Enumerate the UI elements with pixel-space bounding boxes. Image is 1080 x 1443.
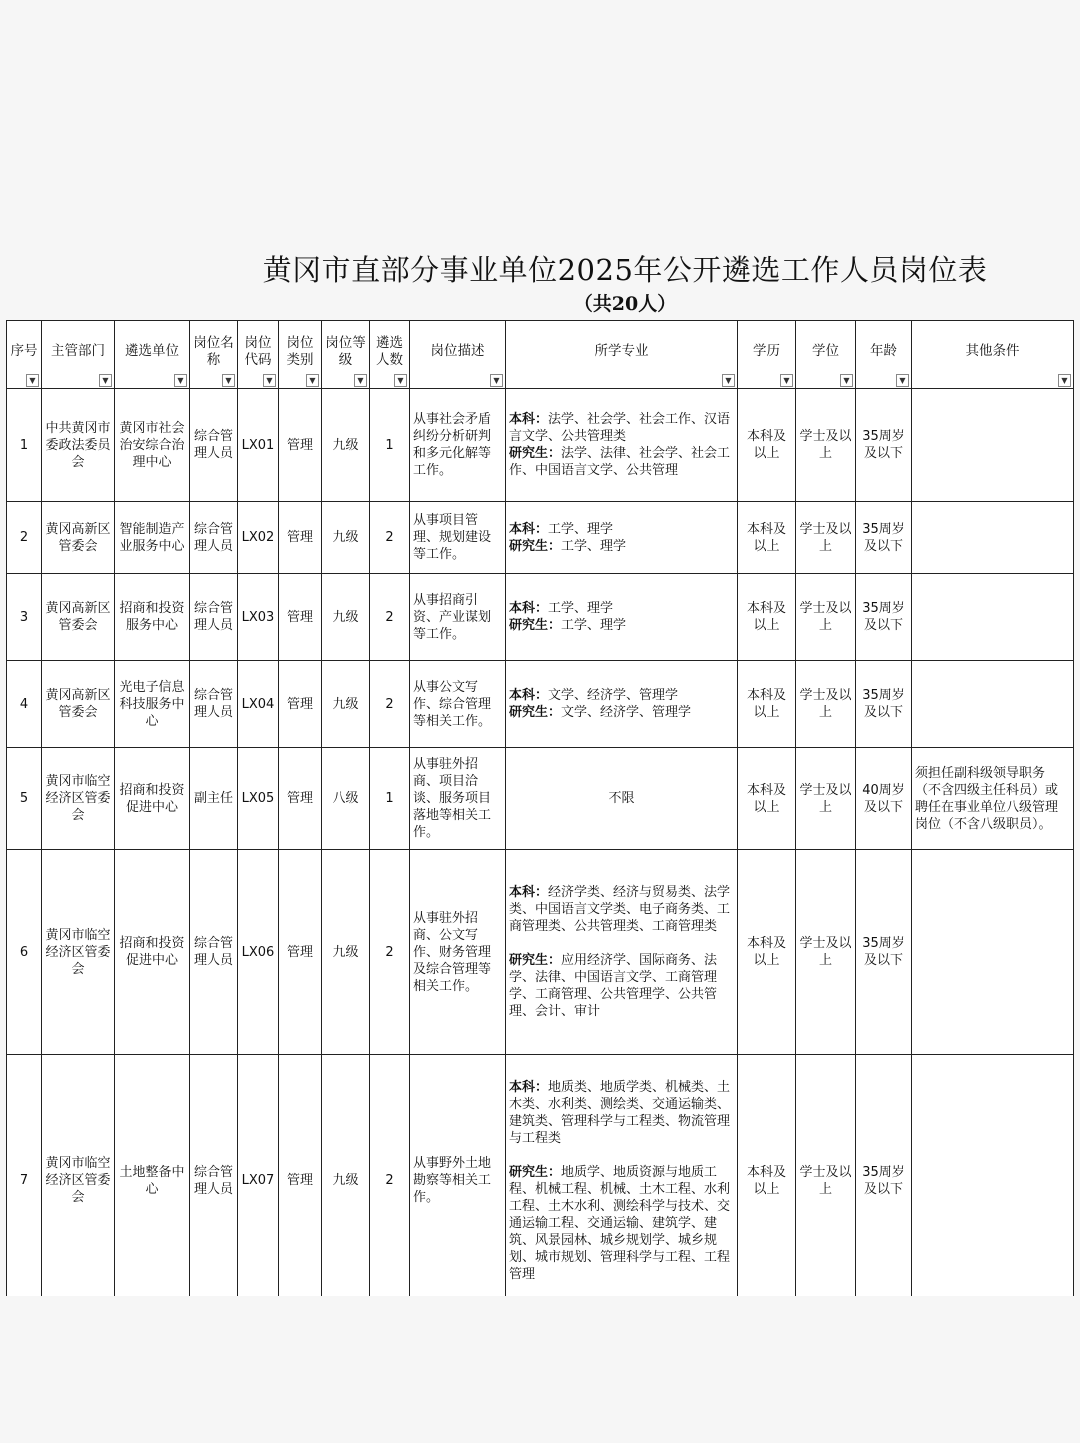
cell-edu: 本科及以上	[738, 850, 796, 1055]
header-level: 岗位等级 ▼	[322, 321, 370, 389]
filter-dropdown-icon[interactable]: ▼	[722, 374, 735, 387]
cell-count: 2	[370, 502, 410, 574]
cell-no: 6	[7, 850, 42, 1055]
header-post: 岗位名称 ▼	[190, 321, 238, 389]
cell-post: 综合管理人员	[190, 389, 238, 502]
cell-age: 35周岁及以下	[856, 661, 912, 748]
cell-count: 2	[370, 574, 410, 661]
filter-dropdown-icon[interactable]: ▼	[99, 374, 112, 387]
cell-desc: 从事社会矛盾纠纷分析研判和多元化解等工作。	[410, 389, 506, 502]
cell-edu: 本科及以上	[738, 502, 796, 574]
cell-dept: 黄冈市临空经济区管委会	[42, 748, 115, 850]
cell-no: 5	[7, 748, 42, 850]
cell-other	[912, 1055, 1074, 1307]
cell-other	[912, 502, 1074, 574]
cell-count: 2	[370, 1055, 410, 1307]
cell-degree: 学士及以上	[796, 574, 856, 661]
cell-code: LX06	[238, 850, 279, 1055]
cell-count: 2	[370, 661, 410, 748]
cell-no: 1	[7, 389, 42, 502]
cell-desc: 从事野外土地勘察等相关工作。	[410, 1055, 506, 1307]
header-no: 序号 ▼	[7, 321, 42, 389]
cell-post: 综合管理人员	[190, 850, 238, 1055]
cell-level: 九级	[322, 661, 370, 748]
cell-post: 综合管理人员	[190, 661, 238, 748]
cell-major: 本科：地质类、地质学类、机械类、土木类、水利类、测绘类、交通运输类、建筑类、管理科学与工程类、物流管理与工程类 研究生：地质学、地质资源与地质工程、机械工程、机械、土木工程、水利工程、土木水利、测绘科学与技术、交通运输工程、交通运输、建筑学、建筑、风景园林、城乡规划学、城乡规划、城市规划、管理科学与工程、工程管理	[506, 1055, 738, 1307]
cell-post: 综合管理人员	[190, 502, 238, 574]
cell-level: 八级	[322, 748, 370, 850]
cell-other	[912, 574, 1074, 661]
cell-unit: 招商和投资促进中心	[115, 748, 190, 850]
cell-count: 1	[370, 748, 410, 850]
cell-unit: 智能制造产业服务中心	[115, 502, 190, 574]
page-subtitle: （共20人）	[573, 293, 677, 315]
cell-dept: 黄冈市临空经济区管委会	[42, 1055, 115, 1307]
cell-age: 35周岁及以下	[856, 1055, 912, 1307]
table-row	[7, 748, 1074, 850]
cell-code: LX04	[238, 661, 279, 748]
cell-unit: 土地整备中心	[115, 1055, 190, 1307]
cell-age: 35周岁及以下	[856, 574, 912, 661]
header-code: 岗位代码 ▼	[238, 321, 279, 389]
header-count: 遴选人数 ▼	[370, 321, 410, 389]
header-degree: 学位 ▼	[796, 321, 856, 389]
cell-category: 管理	[279, 1055, 322, 1307]
cell-degree: 学士及以上	[796, 502, 856, 574]
cell-count: 1	[370, 389, 410, 502]
header-major: 所学专业 ▼	[506, 321, 738, 389]
filter-dropdown-icon[interactable]: ▼	[263, 374, 276, 387]
filter-dropdown-icon[interactable]: ▼	[174, 374, 187, 387]
table-row	[7, 661, 1074, 748]
cell-age: 40周岁及以下	[856, 748, 912, 850]
cell-other	[912, 661, 1074, 748]
filter-dropdown-icon[interactable]: ▼	[780, 374, 793, 387]
filter-dropdown-icon[interactable]: ▼	[840, 374, 853, 387]
cell-category: 管理	[279, 661, 322, 748]
header-age: 年龄 ▼	[856, 321, 912, 389]
positions-table	[6, 320, 1074, 1307]
cell-count: 2	[370, 850, 410, 1055]
cell-category: 管理	[279, 850, 322, 1055]
header-unit: 遴选单位 ▼	[115, 321, 190, 389]
cell-major: 本科：经济学类、经济与贸易类、法学类、中国语言文学类、电子商务类、工商管理类、公共管理类、工商管理类 研究生：应用经济学、国际商务、法学、法律、中国语言文学、工商管理学、工商管理、公共管理学、公共管理、会计、审计	[506, 850, 738, 1055]
cell-dept: 黄冈高新区管委会	[42, 502, 115, 574]
cell-edu: 本科及以上	[738, 661, 796, 748]
cell-no: 2	[7, 502, 42, 574]
cell-code: LX02	[238, 502, 279, 574]
cell-post: 副主任	[190, 748, 238, 850]
cell-dept: 黄冈市临空经济区管委会	[42, 850, 115, 1055]
cell-dept: 黄冈高新区管委会	[42, 661, 115, 748]
table-row	[7, 850, 1074, 1055]
filter-dropdown-icon[interactable]: ▼	[896, 374, 909, 387]
cell-edu: 本科及以上	[738, 389, 796, 502]
cell-desc: 从事驻外招商、公文写作、财务管理及综合管理等相关工作。	[410, 850, 506, 1055]
cell-code: LX03	[238, 574, 279, 661]
cell-post: 综合管理人员	[190, 1055, 238, 1307]
cell-category: 管理	[279, 574, 322, 661]
cell-other	[912, 850, 1074, 1055]
cell-category: 管理	[279, 502, 322, 574]
table-header-row	[7, 321, 1074, 389]
cell-age: 35周岁及以下	[856, 502, 912, 574]
cell-desc: 从事项目管理、规划建设等工作。	[410, 502, 506, 574]
cell-edu: 本科及以上	[738, 748, 796, 850]
table-row	[7, 1055, 1074, 1307]
filter-dropdown-icon[interactable]: ▼	[490, 374, 503, 387]
cell-unit: 黄冈市社会治安综合治理中心	[115, 389, 190, 502]
table-row	[7, 574, 1074, 661]
cell-dept: 黄冈高新区管委会	[42, 574, 115, 661]
filter-dropdown-icon[interactable]: ▼	[1058, 374, 1071, 387]
cell-major: 本科：文学、经济学、管理学 研究生：文学、经济学、管理学	[506, 661, 738, 748]
header-edu: 学历 ▼	[738, 321, 796, 389]
page-bottom-margin	[0, 1296, 1080, 1443]
cell-edu: 本科及以上	[738, 1055, 796, 1307]
filter-dropdown-icon[interactable]: ▼	[354, 374, 367, 387]
cell-level: 九级	[322, 389, 370, 502]
cell-unit: 招商和投资促进中心	[115, 850, 190, 1055]
cell-degree: 学士及以上	[796, 389, 856, 502]
cell-major: 本科：法学、社会学、社会工作、汉语言文学、公共管理类 研究生：法学、法律、社会学、社会工作、中国语言文学、公共管理	[506, 389, 738, 502]
cell-degree: 学士及以上	[796, 1055, 856, 1307]
cell-age: 35周岁及以下	[856, 389, 912, 502]
cell-major: 本科：工学、理学 研究生：工学、理学	[506, 574, 738, 661]
filter-dropdown-icon[interactable]: ▼	[222, 374, 235, 387]
cell-age: 35周岁及以下	[856, 850, 912, 1055]
cell-desc: 从事招商引资、产业谋划等工作。	[410, 574, 506, 661]
cell-post: 综合管理人员	[190, 574, 238, 661]
cell-level: 九级	[322, 574, 370, 661]
cell-no: 3	[7, 574, 42, 661]
cell-level: 九级	[322, 1055, 370, 1307]
header-other: 其他条件 ▼	[912, 321, 1074, 389]
cell-category: 管理	[279, 389, 322, 502]
cell-level: 九级	[322, 850, 370, 1055]
cell-major: 本科：工学、理学 研究生：工学、理学	[506, 502, 738, 574]
cell-code: LX05	[238, 748, 279, 850]
header-category: 岗位类别 ▼	[279, 321, 322, 389]
filter-dropdown-icon[interactable]: ▼	[26, 374, 39, 387]
filter-dropdown-icon[interactable]: ▼	[394, 374, 407, 387]
cell-code: LX07	[238, 1055, 279, 1307]
table-row	[7, 502, 1074, 574]
cell-level: 九级	[322, 502, 370, 574]
cell-edu: 本科及以上	[738, 574, 796, 661]
cell-degree: 学士及以上	[796, 850, 856, 1055]
cell-category: 管理	[279, 748, 322, 850]
cell-code: LX01	[238, 389, 279, 502]
filter-dropdown-icon[interactable]: ▼	[306, 374, 319, 387]
cell-unit: 招商和投资服务中心	[115, 574, 190, 661]
cell-no: 4	[7, 661, 42, 748]
cell-other	[912, 389, 1074, 502]
page-title: 黄冈市直部分事业单位2025年公开遴选工作人员岗位表	[262, 253, 988, 287]
header-desc: 岗位描述 ▼	[410, 321, 506, 389]
cell-degree: 学士及以上	[796, 748, 856, 850]
header-dept: 主管部门 ▼	[42, 321, 115, 389]
cell-other: 须担任副科级领导职务（不含四级主任科员）或聘任在事业单位八级管理岗位（不含八级职员）。	[912, 748, 1074, 850]
table-row	[7, 389, 1074, 502]
cell-dept: 中共黄冈市委政法委员会	[42, 389, 115, 502]
cell-no: 7	[7, 1055, 42, 1307]
cell-major: 不限	[506, 748, 738, 850]
cell-unit: 光电子信息科技服务中心	[115, 661, 190, 748]
cell-desc: 从事驻外招商、项目洽谈、服务项目落地等相关工作。	[410, 748, 506, 850]
cell-degree: 学士及以上	[796, 661, 856, 748]
cell-desc: 从事公文写作、综合管理等相关工作。	[410, 661, 506, 748]
